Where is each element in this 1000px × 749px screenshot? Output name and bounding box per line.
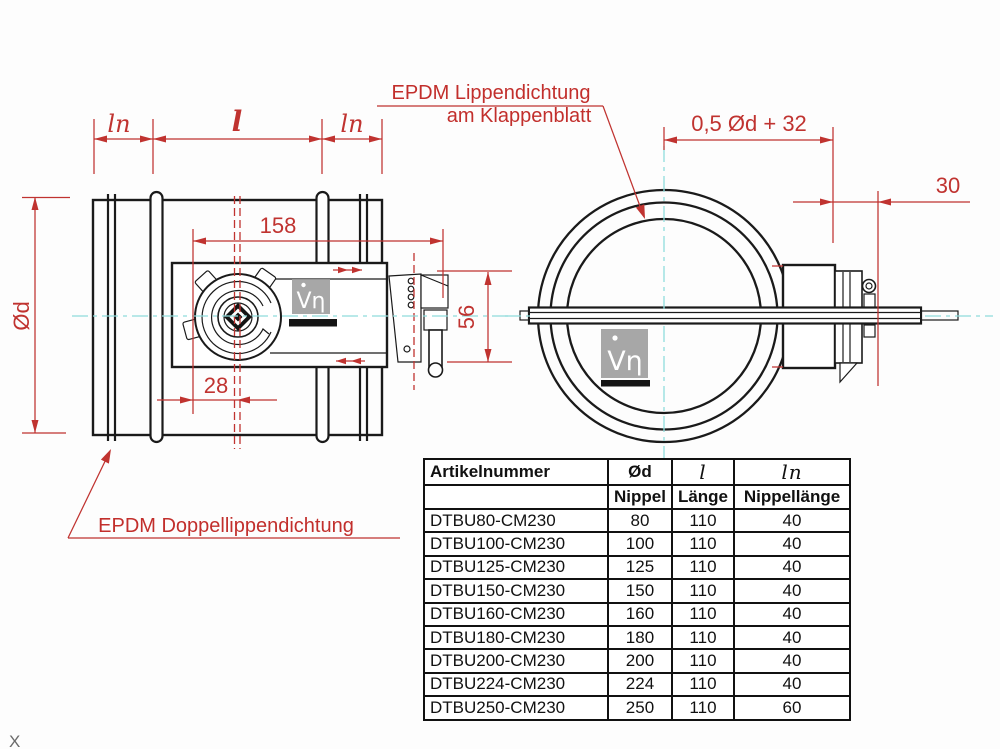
cell-artikelnummer: DTBU224-CM230 <box>424 673 608 696</box>
cell-od: 224 <box>608 673 672 696</box>
col-header-ln: ln <box>734 459 850 485</box>
cell-ln: 40 <box>734 649 850 672</box>
cell-od: 200 <box>608 649 672 672</box>
table-row <box>424 556 850 579</box>
table-row <box>424 673 850 696</box>
front-actuator <box>835 271 876 382</box>
dim-formula: 0,5 Ød + 32 <box>691 111 807 136</box>
cell-od: 80 <box>608 509 672 532</box>
watermark-logo <box>601 329 650 387</box>
cell-l: 110 <box>672 603 734 626</box>
cell-artikelnummer: DTBU200-CM230 <box>424 649 608 672</box>
col-subheader-laenge: Länge <box>672 485 734 509</box>
cell-l: 110 <box>672 626 734 649</box>
cell-artikelnummer: DTBU150-CM230 <box>424 579 608 602</box>
dim-value-30: 30 <box>935 173 961 198</box>
cell-ln: 60 <box>734 696 850 719</box>
col-header-od: Ød <box>608 459 672 485</box>
table-row <box>424 626 850 649</box>
table-row <box>424 603 850 626</box>
cell-l: 110 <box>672 532 734 555</box>
dim-label-nipple-right: ln <box>340 110 364 138</box>
label-double-lip-seal <box>68 449 400 538</box>
dim-value-56: 56 <box>454 304 479 330</box>
col-subheader-empty <box>424 485 608 509</box>
lip-seal-text-line1: EPDM Lippendichtung <box>391 82 591 104</box>
bead-ring-left <box>151 192 163 442</box>
cell-artikelnummer: DTBU80-CM230 <box>424 509 608 532</box>
cell-artikelnummer: DTBU125-CM230 <box>424 556 608 579</box>
cell-ln: 40 <box>734 556 850 579</box>
dim-label-nipple-left: ln <box>107 110 131 138</box>
cell-od: 180 <box>608 626 672 649</box>
shaft-fill <box>530 309 920 322</box>
dim-value-28: 28 <box>203 373 229 398</box>
eyelet-icon <box>863 280 876 293</box>
cell-artikelnummer: DTBU180-CM230 <box>424 626 608 649</box>
logo-dot-icon <box>612 335 617 340</box>
watermark-logo <box>289 279 337 327</box>
watermark-text: Vη <box>607 346 643 377</box>
dimension-28 <box>157 373 277 404</box>
cell-l: 110 <box>672 673 734 696</box>
dim-label-diameter: Ød <box>9 301 34 331</box>
cell-ln: 40 <box>734 509 850 532</box>
article-spec-table <box>423 458 851 721</box>
cell-ln: 40 <box>734 673 850 696</box>
cell-l: 110 <box>672 579 734 602</box>
dim-label-length: l <box>231 105 243 138</box>
cell-od: 250 <box>608 696 672 719</box>
col-header-l: l <box>672 459 734 485</box>
label-lip-seal <box>377 82 645 219</box>
table-row <box>424 532 850 555</box>
cell-ln: 40 <box>734 532 850 555</box>
cell-artikelnummer: DTBU100-CM230 <box>424 532 608 555</box>
cell-ln: 40 <box>734 626 850 649</box>
logo-dot-icon <box>301 283 305 287</box>
cell-ln: 40 <box>734 603 850 626</box>
table-row <box>424 579 850 602</box>
table-header-row-2 <box>424 485 850 509</box>
cell-od: 100 <box>608 532 672 555</box>
dimension-top-lengths <box>94 105 382 174</box>
cell-l: 110 <box>672 696 734 719</box>
cell-l: 110 <box>672 649 734 672</box>
cell-ln: 40 <box>734 579 850 602</box>
col-subheader-nippellaenge: Nippellänge <box>734 485 850 509</box>
cell-artikelnummer: DTBU160-CM230 <box>424 603 608 626</box>
table-row <box>424 649 850 672</box>
table-header-row-1 <box>424 459 850 485</box>
cell-od: 160 <box>608 603 672 626</box>
cell-l: 110 <box>672 509 734 532</box>
watermark-text: Vη <box>296 289 326 314</box>
lip-seal-text-line2: am Klappenblatt <box>446 105 592 127</box>
dim-value-158: 158 <box>259 213 297 238</box>
corner-mark: X <box>9 732 21 749</box>
double-lip-seal-text: EPDM Doppellippendichtung <box>98 515 354 537</box>
cell-l: 110 <box>672 556 734 579</box>
col-header-artikelnummer: Artikelnummer <box>424 459 608 485</box>
cell-od: 150 <box>608 579 672 602</box>
table-row <box>424 509 850 532</box>
cell-artikelnummer: DTBU250-CM230 <box>424 696 608 719</box>
dimension-diameter <box>9 197 70 433</box>
table-row <box>424 696 850 719</box>
col-subheader-nippel: Nippel <box>608 485 672 509</box>
cell-od: 125 <box>608 556 672 579</box>
actuator-bracket <box>389 274 448 377</box>
